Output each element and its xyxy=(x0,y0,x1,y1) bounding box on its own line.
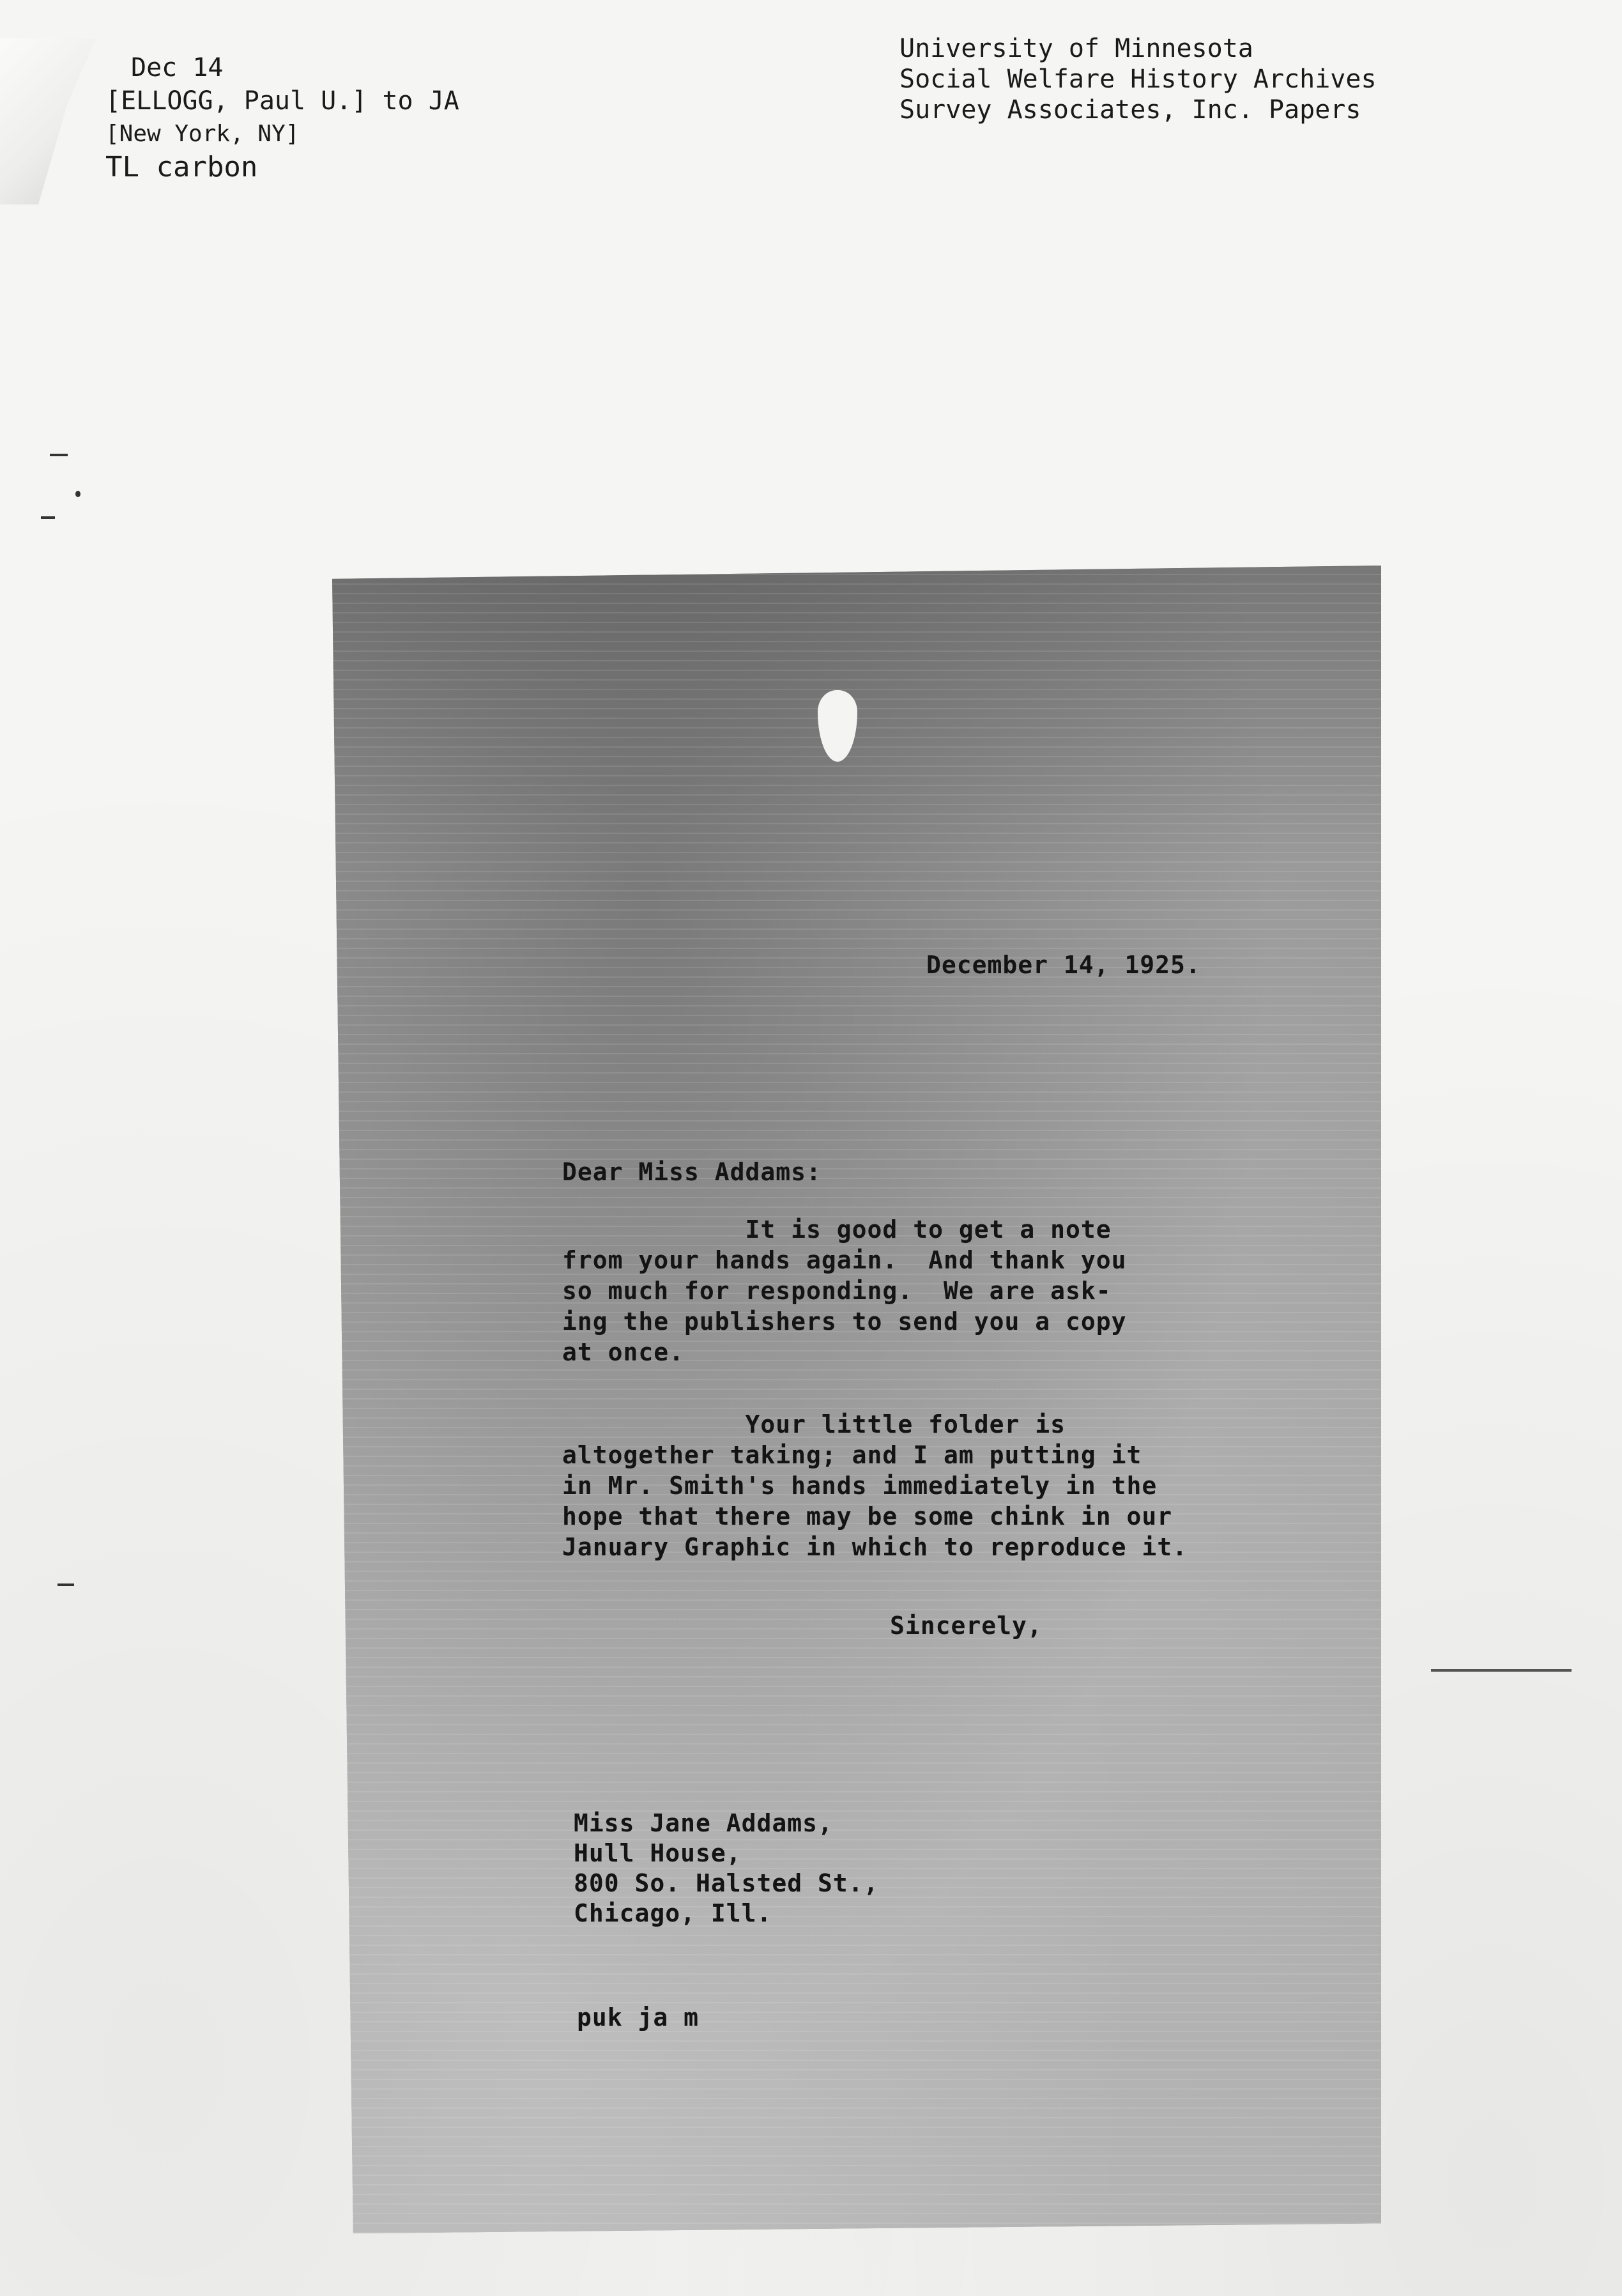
catalog-note xyxy=(105,51,459,184)
paragraph-line: from your hands again. And thank you xyxy=(562,1246,1127,1274)
recipient-address xyxy=(574,1808,879,1929)
paragraph-line: hope that there may be some chink in our xyxy=(562,1502,1173,1530)
archive-papers: Survey Associates, Inc. Papers xyxy=(899,95,1361,125)
typist-initials: puk ja m xyxy=(577,2003,700,2031)
letter-closing: Sincerely, xyxy=(890,1612,1043,1640)
archive-stamp xyxy=(899,33,1377,125)
margin-mark xyxy=(75,491,80,497)
catalog-place: [New York, NY] xyxy=(105,121,300,147)
paragraph-line: altogether taking; and I am putting it xyxy=(562,1441,1142,1469)
letter-salutation: Dear Miss Addams: xyxy=(562,1158,822,1186)
address-line: 800 So. Halsted St., xyxy=(574,1869,879,1897)
letter-paragraph-2 xyxy=(562,1409,1188,1562)
margin-mark xyxy=(50,454,68,456)
margin-mark xyxy=(41,516,55,519)
address-line: Chicago, Ill. xyxy=(574,1899,772,1927)
carbon-copy-sheet xyxy=(332,566,1381,2233)
paragraph-line: Your little folder is xyxy=(562,1410,1066,1438)
catalog-correspondents: [ELLOGG, Paul U.] to JA xyxy=(105,86,459,116)
address-line: Miss Jane Addams, xyxy=(574,1809,833,1837)
address-line: Hull House, xyxy=(574,1839,742,1867)
paragraph-line: so much for responding. We are ask- xyxy=(562,1277,1112,1305)
paragraph-line: It is good to get a note xyxy=(562,1215,1112,1244)
paragraph-line: in Mr. Smith's hands immediately in the xyxy=(562,1472,1158,1500)
paragraph-line: January Graphic in which to reproduce it. xyxy=(562,1533,1188,1561)
catalog-date: Dec 14 xyxy=(131,53,224,82)
catalog-document-type: TL carbon xyxy=(105,151,258,183)
margin-mark xyxy=(57,1583,74,1586)
letter-paragraph-1 xyxy=(562,1214,1126,1368)
archive-institution: University of Minnesota xyxy=(899,34,1253,63)
paragraph-line: ing the publishers to send you a copy xyxy=(562,1307,1127,1336)
paragraph-line: at once. xyxy=(562,1338,685,1366)
archive-collection: Social Welfare History Archives xyxy=(899,65,1377,94)
margin-rule xyxy=(1431,1669,1572,1672)
letter-date: December 14, 1925. xyxy=(926,951,1201,979)
